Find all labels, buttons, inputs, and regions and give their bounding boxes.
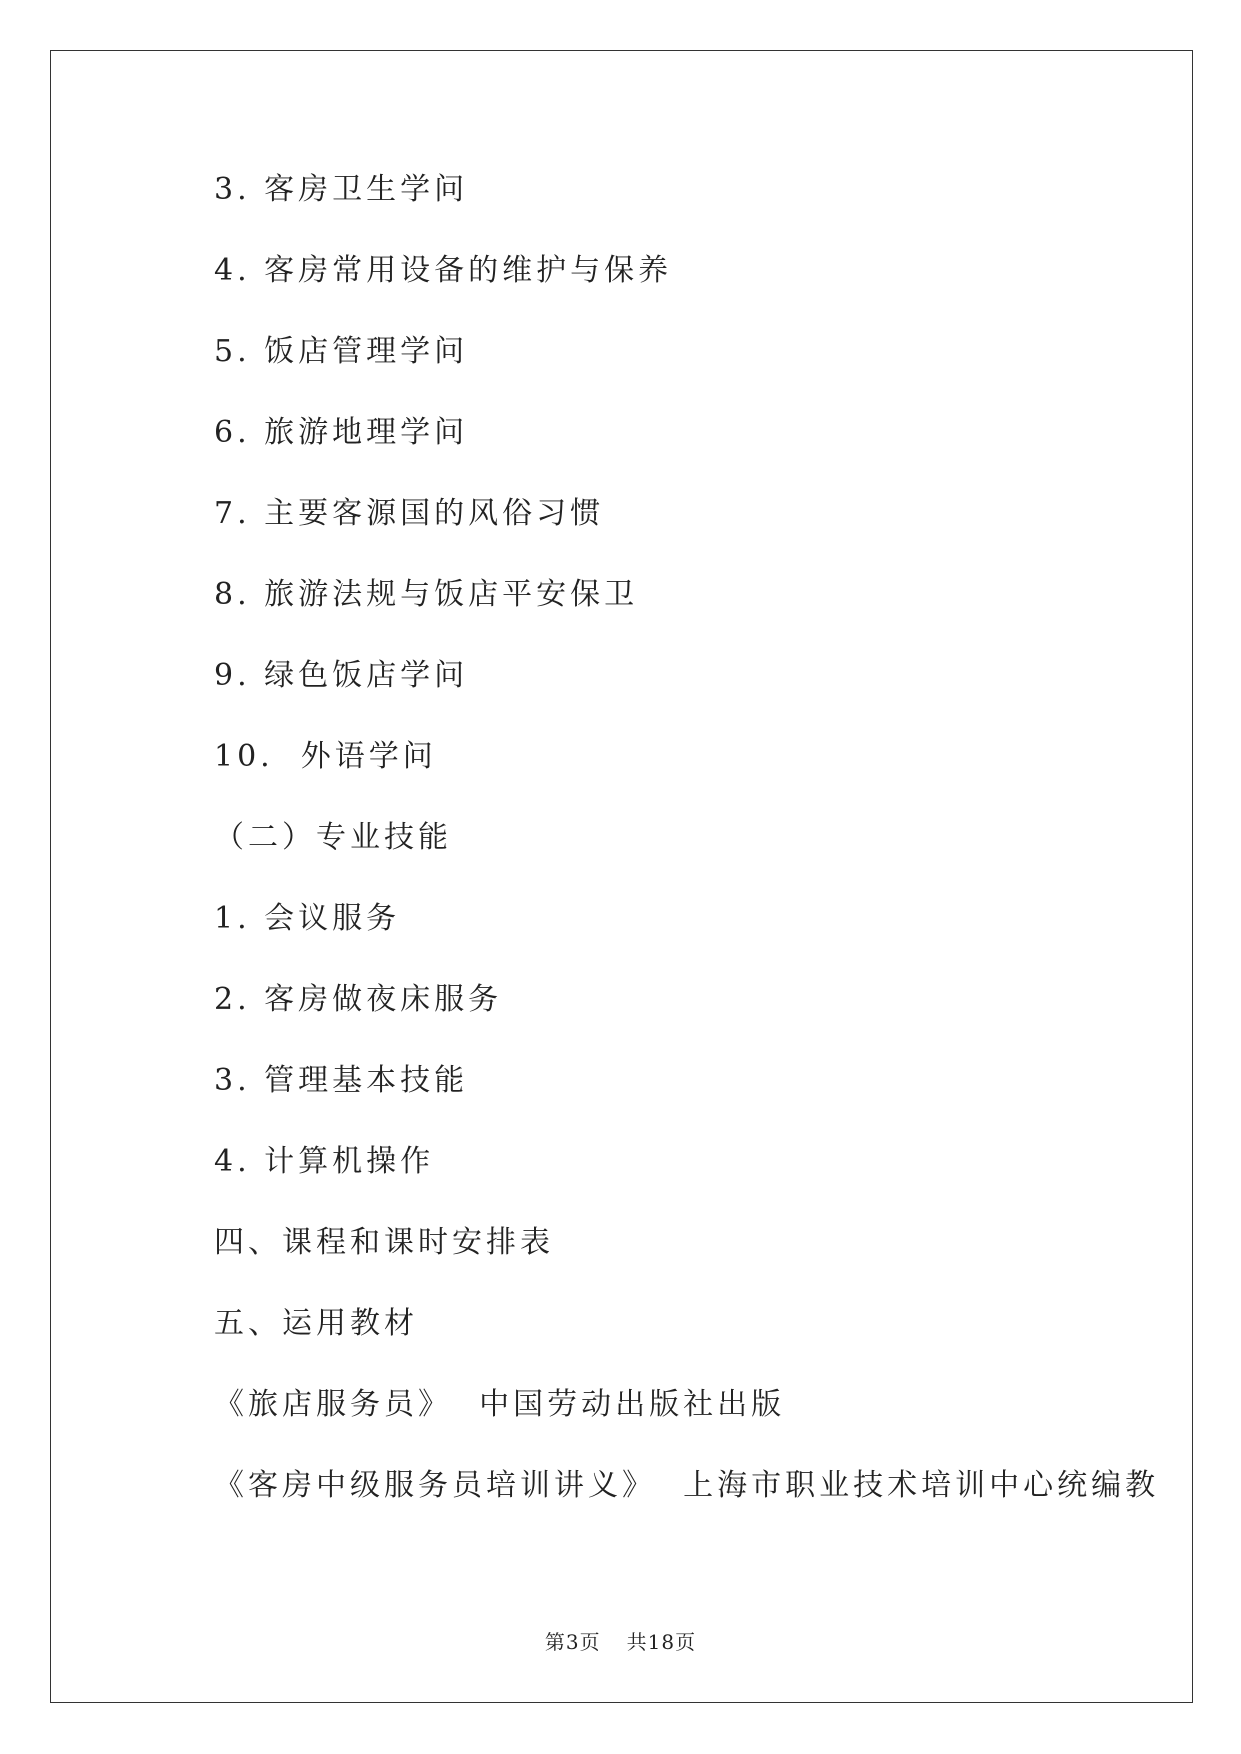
page-total: 共18页 [626, 1630, 697, 1654]
page-border [50, 50, 1193, 1703]
page-footer [0, 1626, 1241, 1655]
list-item: 4. 客房常用设备的维护与保养 [214, 253, 673, 288]
page-number: 第3页 [544, 1630, 601, 1654]
list-item: 3. 管理基本技能 [214, 1063, 469, 1098]
section-heading: 四、课程和课时安排表 [214, 1225, 554, 1260]
list-item: 8. 旅游法规与饭店平安保卫 [214, 577, 639, 612]
textbook-entry: 《旅店服务员》 中国劳动出版社出版 [214, 1387, 786, 1422]
list-item: 5. 饭店管理学问 [214, 334, 469, 369]
list-item: 2. 客房做夜床服务 [214, 982, 503, 1017]
section-heading: 五、运用教材 [214, 1306, 418, 1341]
list-item: 1. 会议服务 [214, 901, 401, 936]
textbook-entry: 《客房中级服务员培训讲义》 上海市职业技术培训中心统编教 [214, 1468, 1160, 1503]
list-item: 6. 旅游地理学问 [214, 415, 469, 450]
list-item: 3. 客房卫生学问 [214, 172, 469, 207]
section-heading: （二）专业技能 [214, 820, 452, 855]
list-item: 7. 主要客源国的风俗习惯 [214, 496, 605, 531]
list-item: 4. 计算机操作 [214, 1144, 435, 1179]
list-item: 9. 绿色饭店学问 [214, 658, 469, 693]
list-item: 10. 外语学问 [214, 739, 437, 774]
